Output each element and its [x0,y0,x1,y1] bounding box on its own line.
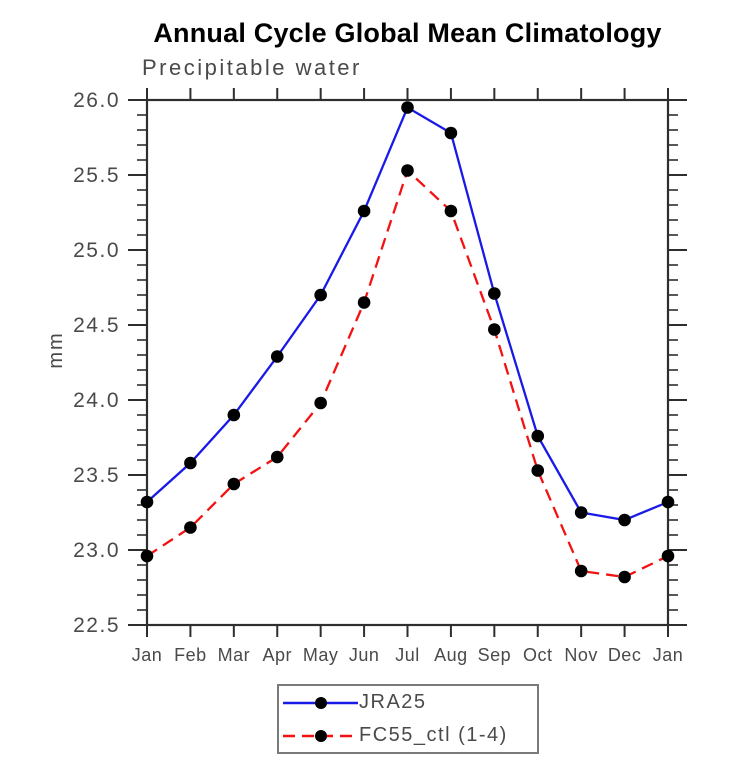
legend-marker-dot [315,730,327,742]
legend-item-jra25 [281,686,537,719]
y-tick-label: 25.0 [73,239,120,262]
series-1-marker [401,164,414,177]
plot-box [147,100,668,625]
legend-marker-dot [315,697,327,709]
series-1-marker [228,478,241,491]
series-0-marker [184,457,197,470]
series-1-marker [575,565,588,578]
y-tick-label: 22.5 [73,614,120,637]
series-1-marker [314,397,327,410]
x-tick-label: Apr [262,645,293,665]
series-0-marker [445,127,458,140]
series-1-marker [141,550,154,563]
legend-label-fc55: FC55_ctl (1-4) [359,724,508,746]
series-0-marker [271,350,284,363]
series-0-marker [575,506,588,519]
series-line-1 [147,171,668,578]
legend-sample-solid-line [281,695,359,711]
y-tick-label: 24.5 [73,314,120,337]
y-tick-label: 26.0 [73,89,120,112]
series-0-marker [618,514,631,527]
x-tick-label: Nov [564,645,598,665]
series-1-marker [488,323,501,336]
y-axis-title: mm [45,331,67,369]
legend-label-jra25: JRA25 [359,691,427,713]
series-1-marker [445,205,458,218]
series-1-marker [618,571,631,584]
series-0-marker [314,289,327,302]
series-1-marker [531,464,544,477]
series-0-marker [228,409,241,422]
series-1-marker [271,451,284,464]
x-tick-label: Feb [174,645,207,665]
x-tick-label: Jan [652,645,684,665]
legend [277,684,539,754]
x-tick-label: Dec [607,645,642,665]
series-0-marker [488,287,501,300]
series-1-marker [662,550,675,563]
series-0-marker [401,101,414,114]
y-tick-label: 23.5 [73,464,120,487]
series-0-marker [358,205,371,218]
x-tick-label: May [302,645,339,665]
legend-item-fc55 [281,719,537,752]
x-tick-label: Jul [395,645,420,665]
y-tick-label: 24.0 [73,389,120,412]
series-1-marker [184,521,197,534]
x-tick-label: Jan [131,645,163,665]
x-tick-label: Mar [217,645,251,665]
x-tick-label: Oct [522,645,553,665]
series-0-marker [662,496,675,509]
chart-subtitle: Precipitable water [142,55,362,80]
y-tick-label: 25.5 [73,164,120,187]
y-tick-label: 23.0 [73,539,120,562]
x-tick-label: Sep [477,645,512,665]
legend-sample-dashed-line [281,728,359,744]
series-1-marker [358,296,371,309]
chart-title: Annual Cycle Global Mean Climatology [153,18,662,48]
x-tick-label: Jun [348,645,380,665]
series-0-marker [141,496,154,509]
x-tick-label: Aug [434,645,468,665]
series-0-marker [531,430,544,443]
